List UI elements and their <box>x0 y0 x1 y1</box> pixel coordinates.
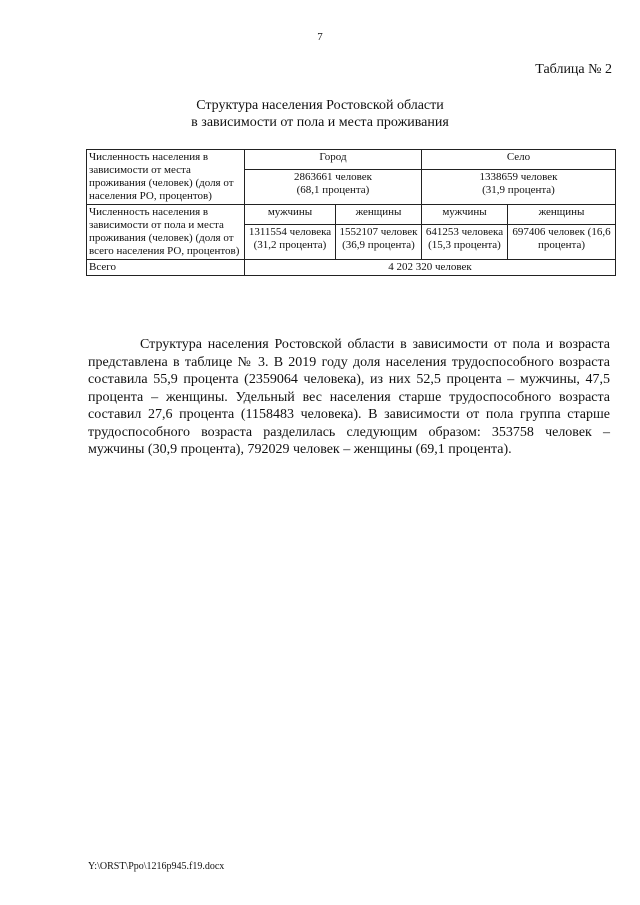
village-total-value: 1338659 человек <box>479 170 558 183</box>
header-village-women: женщины <box>508 205 616 225</box>
body-paragraph: Структура населения Ростовской области в зависимости от пола и возраста представлена в таблице № 3. В 2019 году доля населения трудоспособного возраста составила 55,9 процента (2359064 человека), из них 52,5 процента – мужчины, 47,5 процента – женщины. Удельный вес населения старше трудоспособного возраста составил 27,6 процента (1158483 человека). В зависимости от пола группа старше трудоспособного возраста разделилась следующим образом: 353758 человек – мужчины (30,9 процента), 792029 человек – женщины (69,1 процента). <box>88 337 610 457</box>
cell-city-women: 1552107 человек (36,9 процента) <box>336 224 422 259</box>
cell-village-women: 697406 человек (16,6 процента) <box>508 224 616 259</box>
city-total-value: 2863661 человек <box>293 170 372 183</box>
page-number: 7 <box>317 31 323 43</box>
row-label-residence: Численность населения в зависимости от места проживания (человек) (доля от населения РО, процентов) <box>87 150 245 205</box>
city-total-share: (68,1 процента) <box>296 183 370 196</box>
table-row <box>87 260 616 276</box>
table-label: Таблица № 2 <box>535 62 612 77</box>
cell-village-men: 641253 человека (15,3 процента) <box>422 224 508 259</box>
header-city: Город <box>245 150 422 170</box>
header-city-women: женщины <box>336 205 422 225</box>
row-label-gender: Численность населения в зависимости от пола и места проживания (человек) (доля от всего населения РО, процентов) <box>87 205 245 260</box>
village-total-share: (31,9 процента) <box>482 183 555 196</box>
header-village-men: мужчины <box>422 205 508 225</box>
title-line-1: Структура населения Ростовской области <box>196 98 444 113</box>
document-title <box>0 97 640 131</box>
row-label-total: Всего <box>87 260 245 276</box>
table-row <box>87 150 616 170</box>
population-table <box>86 149 616 276</box>
table-row <box>87 205 616 225</box>
header-city-men: мужчины <box>245 205 336 225</box>
file-path-footer: Y:\ORST\Ppo\1216p945.f19.docx <box>88 861 225 872</box>
cell-city-total <box>245 169 422 204</box>
cell-village-total <box>422 169 616 204</box>
cell-city-men: 1311554 человека (31,2 процента) <box>245 224 336 259</box>
cell-total-value: 4 202 320 человек <box>245 260 616 276</box>
header-village: Село <box>422 150 616 170</box>
title-line-2: в зависимости от пола и места проживания <box>191 115 449 130</box>
